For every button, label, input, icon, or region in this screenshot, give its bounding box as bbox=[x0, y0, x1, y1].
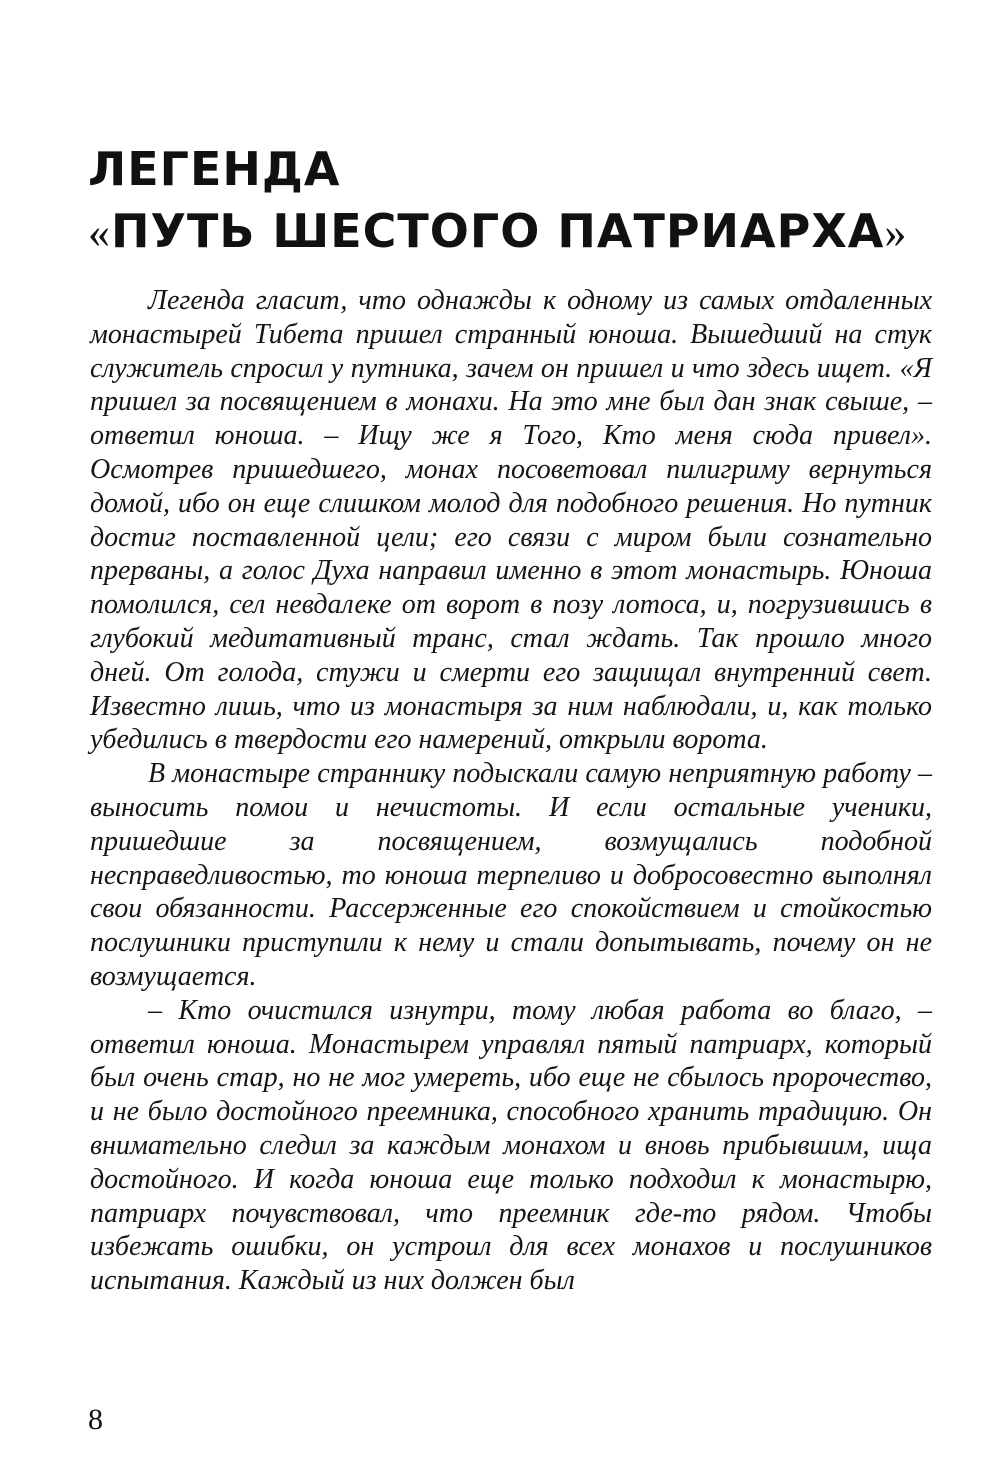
chapter-title bbox=[88, 138, 948, 264]
closing-quote: » bbox=[884, 208, 908, 257]
page-number: 8 bbox=[88, 1403, 103, 1436]
paragraph-2: В монастыре страннику подыскали самую неприятную работу – выносить помои и нечистоты. И если остальные ученики, пришедшие за посвящением, возмущались подобной несправедливостью, то юноша терпеливо и добросовестно выполнял свои обязанности. Рассерженные его спокойствием и стойкостью послушники приступили к нему и стали допытывать, почему он не возмущается. bbox=[90, 758, 932, 992]
paragraph-3: – Кто очистился изнутри, тому любая работа во благо, – ответил юноша. Монастырем управлял пятый патриарх, который был очень стар, но не мог умереть, ибо еще не сбылось пророчество, и не было достойного преемника, способного хранить традицию. Он внимательно следил за каждым монахом и вновь прибывшим, ища достойного. И когда юноша еще только подходил к монастырю, патриарх почувствовал, что преемник где-то рядом. Чтобы избежать ошибки, он устроил для всех монахов и послушников испытания. Каждый из них должен был bbox=[90, 994, 932, 1297]
opening-quote: « bbox=[88, 208, 111, 257]
body-text bbox=[90, 284, 932, 1298]
paragraph-1: Легенда гласит, что однажды к одному из самых отдаленных монастырей Тибета пришел странный юноша. Вышедший на стук служитель спросил у путника, зачем он пришел и что здесь ищет. «Я пришел за посвящением в монахи. На это мне был дан знак свыше, – ответил юноша. – Ищу же я Того, Кто меня сюда привел». Осмотрев пришедшего, монах посоветовал пилигриму вернуться домой, ибо он еще слишком молод для подобного решения. Но путник достиг поставленной цели; его связи с миром были сознательно прерваны, а голос Духа направил именно в этот монастырь. Юноша помолился, сел невдалеке от ворот в позу лотоса, и, погрузившись в глубокий медитативный транс, стал ждать. Так прошло много дней. От голода, стужи и смерти его защищал внутренний свет. Известно лишь, что из монастыря за ним наблюдали, и, как только убедились в твердости его намерений, открыли ворота. bbox=[90, 285, 932, 756]
chapter-title-line-1: ЛЕГЕНДА bbox=[88, 142, 341, 196]
chapter-title-line-2 bbox=[88, 200, 948, 264]
chapter-subtitle: ПУТЬ ШЕСТОГО ПАТРИАРХА bbox=[111, 204, 885, 258]
